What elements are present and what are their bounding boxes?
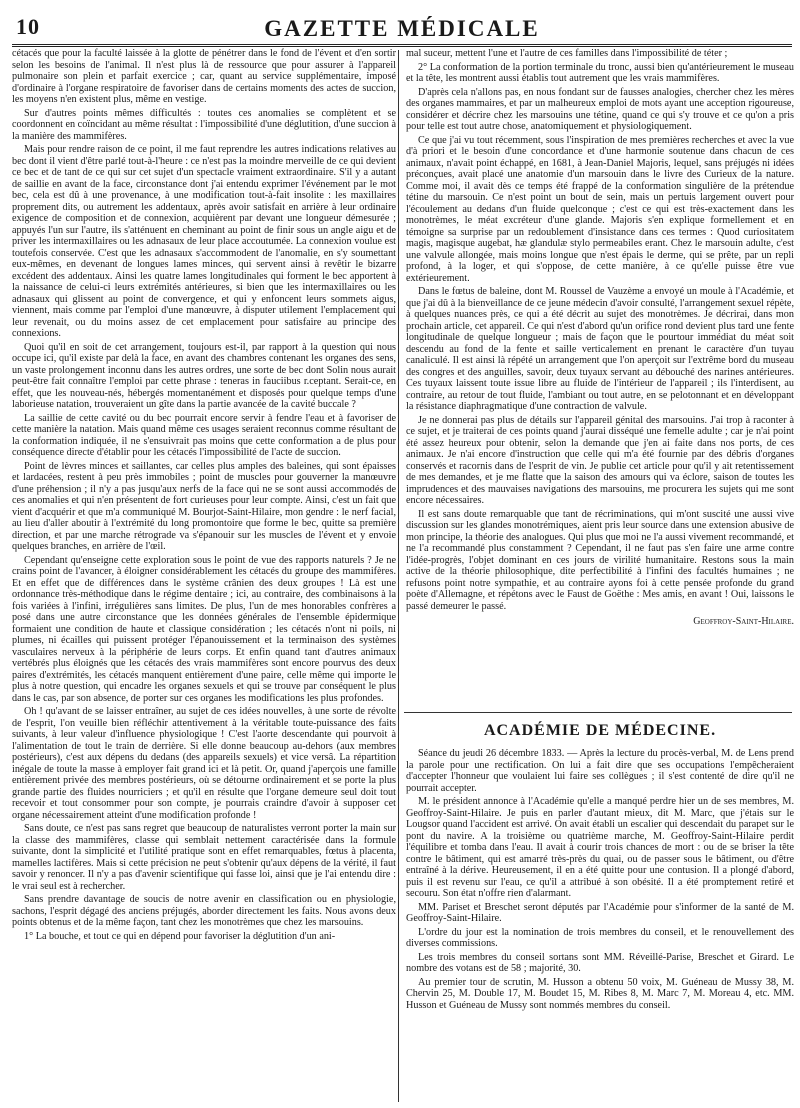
paragraph: Les trois membres du conseil sortans sont MM. Réveillé-Parise, Breschet et Girard. Le nombre des votans est de 58 ; majorité, 30. — [406, 951, 794, 974]
paragraph: Mais pour rendre raison de ce point, il me faut reprendre les autres indications relatives au bec dont il vient d'être parlé tout-à-l'heure : ce n'est pas la moindre merveille de ce qui devient ce bec et de tant de ce qui sur cet sujet d'un spectacle vraiment extraordinaire. S'il y a autant de saillie en avant de la face, circonstance dont j'ai entendu exprimer l'événement par le mot bec, cela est dû à une provenance, à une modification tout-à-fait insolite : les maxillaires proprement dits, ou autrement les addentaux, après avoir satisfait en arrière à leur ordinaire exigence de composition et de connexion, acquièrent par devant une longueur démesurée ; appuyés l'un sur l'autre, ils s'atténuent en cheminant au point de finir sous un angle aigu et de priver les intermaxillaires ou les adnasaux de leur place accoutumée. La connexion voulue est toutefois conservée. C'est que les adnasaux s'accommodent de l'anomalie, en s'y soumettant eux-mêmes, en devenant de longues lames minces, qui servent ainsi à revêtir le bizarre excédent des addentaux. Ainsi les quatre lames longitudinales qui forment le bec apportent à la naissance de celui-ci leurs extrémités antérieures, si bien que les intermaxillaires ou les adnasaux qui glissent au point de convergence, et qui y enfoncent leurs sommets aigus, viennent, mais comme par l'emploi d'une manœuvre, à disputer utilement l'emplacement qui leur revenait, ou du moins assez de cet emplacement pour satisfaire au principe des connexions. — [12, 144, 396, 339]
page-number: 10 — [16, 14, 40, 39]
left-column — [12, 48, 396, 944]
paragraph: Il est sans doute remarquable que tant de récriminations, qui m'ont suscité une aussi vive discussion sur les glandes monotrémiques, aient pris leur source dans une extension abusive de mon principe, la théorie des analogues. Qui plus que moi ne l'a aussi vivement recommandé, et ne l'a recommandé plus constamment ? Cependant, il ne faut pas s'en faire une arme contre l'idée-progrès, l'objet dominant en ces jours de virilité humanitaire. Restons sous la main active de la théorie philosophique, dite perfectibilité à l'infini des facultés humaines ; ne refusons point notre sympathie, et au contraire ayons foi à cette pensée profonde du grand poète d'Allemagne, et répétons avec le Faust de Goëthe : Mes amis, en avant ! Oui, laissons le passé demeurer le passé. — [406, 508, 794, 612]
column-divider — [398, 50, 399, 1102]
paragraph: cétacés que pour la faculté laissée à la glotte de pénétrer dans le fond de l'évent et d'en sortir selon les besoins de l'animal. Il n'est plus là de ressource que pour assurer à l'appareil pulmonaire son plein et parfait exercice ; car, quant au service supplémentaire, imposé d'ordinaire à l'organe respiratoire de favoriser dans de certains moments des actes de succion, les moyens n'en existent plus, même en vestige. — [12, 48, 396, 105]
paragraph: Cependant qu'enseigne cette exploration sous le point de vue des rapports naturels ? Je ne crains point de l'avancer, à éloigner considérablement les cétacés du groupe des mammifères. Et en effet que de différences dans le système crânien des deux groupes ! Là est une ordonnance très-méthodique dans le régime dentaire ; ici, au contraire, des combinaisons à la fois variées à l'infini, irrégulières sans limites. De plus, l'un de mes honorables confrères a posé dans une autre circonstance que les données générales de l'ensemble épidermique formaient une condition de haute et classique considération ; les cétacés n'ont ni poils, ni plumes, ni écailles qui puissent protéger l'épanouissement et la terminaison des systèmes vasculaires nerveux à la périphérie de leurs corps. Et enfin quand tant d'autres animaux vertébrés plus éloignés que les cétacés des vrais mammifères sont encore pourvus des deux paires d'extrémités, les cétacés manquent entièrement d'une paire, celle même qui importe le plus à notre question, qui encadre les organes sexuels et qui se trouve par conséquent le plus dans le cas, par son absence, de porter sur ces organes les modifications les plus profondes. — [12, 554, 396, 704]
paragraph: Dans le fœtus de baleine, dont M. Roussel de Vauzème a envoyé un moule à l'Académie, et que j'ai dû à la bienveillance de ce jeune médecin d'avoir consulté, l'arrangement sexuel répète, à quelques nuances près, ce qui a été décrit au sujet des monotrèmes. Je décrirai, dans mon prochain article, cet appareil. Ce qui n'est d'abord qu'un orifice rond devient plus tard une fente longitudinale de quelque longueur ; mais de façon que le pourtour immédiat du méat soit descendu au fond de la fente et saille verticalement en prenant le caractère d'un tuyau canaliculé. Il est ainsi là répété un arrangement que l'on aperçoit sur l'extrême bord du museau des congres et des anguilles, savoir, deux tuyaux servant au débouché des narines antérieures. Ces tuyaux laissent toute issue libre au fluide de l'intérieur de l'appareil ; ils l'interdisent, au contraire, au retour de tout fluide, l'ambiant ou tout autre, en se pelotonnant et en développant la résistance diaphragmatique d'une contraction de valvule. — [406, 286, 794, 412]
paragraph: Sans prendre davantage de soucis de notre avenir en classification ou en physiologie, sachons, l'esprit dégagé des anciens préjugés, aborder directement les faits. Nous avons deux points obtenus et de la même façon, tant chez les monotrèmes que chez les marsouins. — [12, 894, 396, 928]
paragraph: Sur d'autres points mêmes difficultés : toutes ces anomalies se complètent et se coordonnent en coïncidant au même résultat : l'impossibilité d'une déglutition, d'une succion à la manière des mammifères. — [12, 107, 396, 142]
paragraph: D'après cela n'allons pas, en nous fondant sur de fausses analogies, chercher chez les mères des organes mammaires, et par un malheureux emploi de mots ayant une acception rigoureuse, considérer et décrire chez les marsouins une tétine, quand ce qui s'y trouve et ce qu'on a pris pour telle est tout autre chose, anatomiquement et physiologiquement. — [406, 86, 794, 132]
newspaper-title: GAZETTE MÉDICALE — [264, 16, 540, 41]
paragraph: La saillie de cette cavité ou du bec pourrait encore servir à fendre l'eau et à favoriser de cette manière la natation. Mais quand même ces usages seraient reconnus comme résultant de la conformation indiquée, il ne s'ensuivrait pas moins que cette conformation a de plus pour conséquence directe d'établir pour les cétacés l'impossibilité de l'acte de succion. — [12, 412, 396, 458]
paragraph: MM. Pariset et Breschet seront députés par l'Académie pour s'informer de la santé de M. Geoffroy-Saint-Hilaire. — [406, 901, 794, 924]
paragraph: Séance du jeudi 26 décembre 1833. — Après la lecture du procès-verbal, M. de Lens prend la parole pour une rectification. On lui a fait dire que ses occupations l'empêcheraient d'accepter l'honneur que voulaient lui faire ses collègues ; il s'est contenté de dire qu'il ne pourrait accepter. — [406, 748, 794, 794]
paragraph: Ce que j'ai vu tout récemment, sous l'inspiration de mes premières recherches et avec la vue d'à priori et le besoin d'une concordance et d'une harmonie soutenue dans chacun de ces animaux, n'avait point échappé, en 1681, à Jean-Daniel Majoris, lequel, sans préjugés ni idées préconçues, avait placé une anatomie d'un marsouin dans le livre des Curieux de la nature. Comme moi, il avait dès ce temps été frappé de la conformation singulière de la prétendue tétine du marsouin. Ce n'est point un bout de sein, mais un pertuis largement ouvert pour l'écoulement au dedans d'un fluide quelconque ; c'est ce qui est très-exactement dans les monotrèmes, le méat excréteur d'une glande. Majoris s'en explique formellement et en témoigne sa surprise par un redoublement d'insistance dans ces termes : Quod curiositatem magis, magisque augebat, hæ glandulæ stylo permeabiles erant. Chez le marsouin adulte, c'est une valvule allongée, mais moins longue que n'est épais le derme, qui se prête, par un repli profond, à la loger, et qui s'oppose, de cette manière, à ce qu'elle puisse être vue extérieurement. — [406, 134, 794, 284]
academie-section — [406, 748, 794, 1013]
paragraph: mal suceur, mettent l'une et l'autre de ces familles dans l'impossibilité de téter ; — [406, 48, 728, 59]
paragraph: Oh ! qu'avant de se laisser entraîner, au sujet de ces idées nouvelles, à une sorte de révolte de l'esprit, l'on veuille bien réfléchir attentivement à la véritable toute-puissance des faits suivants, à leur valeur d'influence physiologique ! C'est l'aorte descendante qui pourvoit à l'alimentation de tout le train de derrière. Si elle donne beaucoup au-dehors (aux membres postérieurs), c'est aux dépens du dedans (des appareils sexuels) et vice versâ. La répartition inégale de toute la masse à employer fait grand ici et là petit. Or, quand j'aperçois une famille entièrement privée des membres postérieurs, où se détourne ordinairement et se porte la plus grande partie des fluides nourriciers ; et qu'il en résulte que l'organe demeure seul doit tout recevoir et tout consommer pour son compte, je pourrais craindre d'avoir à supposer cet organe nécessairement atteint d'une modification profonde ! — [12, 706, 396, 821]
paragraph: L'ordre du jour est la nomination de trois membres du conseil, et le renouvellement des diverses commissions. — [406, 926, 794, 949]
paragraph: Quoi qu'il en soit de cet arrangement, toujours est-il, par rapport à la question qui nous occupe ici, qu'il existe par delà la face, en avant des chambres contenant les organes des sens, un vaste prolongement inconnu dans les autres ordres, une sorte de bec dont Solin nous aurait peut-être fait connaître l'emploi par cette phrase : teneras in fauciibus r.ceptant. Serait-ce, en effet, que les nouveau-nés, hébergés momentanément et disposés pour quelque temps d'une laborieuse natation, trouveraient un gîte dans la partie avancée de la cavité buccale ? — [12, 341, 396, 410]
section-rule — [404, 712, 792, 713]
paragraph: Au premier tour de scrutin, M. Husson a obtenu 50 voix, M. Guéneau de Mussy 38, M. Chervin 25, M. Double 17, M. Boudet 15, M. Ribes 8, M. Marc 7, M. Moreau 4, etc. MM. Husson et Guéneau de Mussy sont nommés membres du conseil. — [406, 976, 794, 1011]
section-title: ACADÉMIE DE MÉDECINE. — [483, 722, 717, 739]
author-signature: Geoffroy-Saint-Hilaire. — [693, 616, 794, 627]
paragraph: Je ne donnerai pas plus de détails sur l'appareil génital des marsouins. J'ai trop à raconter à ce sujet, et je traiterai de ces points quand j'aurai disséqué une femelle adulte ; car je n'ai point été assez heureux pour obtenir, selon la demande que j'en ai faite dans nos ports, de ces animaux. Je n'ai encore d'instruction que celle qui m'a été fournie par des débris d'organes conservés et racornis dans de l'esprit de vin. Je publie cet article pour qu'il y ait retentissement de mes demandes, et je me flatte que la saison des amours qui va éclore, saison de toutes les imprudences et des mauvaises navigations des marsouins, me procurera les sujets qui me sont encore nécessaires. — [406, 414, 794, 506]
paragraph: Point de lèvres minces et saillantes, car celles plus amples des baleines, qui sont épaisses et lardacées, restent à peu près immobiles ; point de muscles pour gouverner la manœuvre d'une préhension ; il n'y a pas jusqu'aux nerfs de la face qui ne se sont aussi accommodés de ces anomalies et qui n'en présentent de fort curieuses pour leur compte. Ainsi, c'est un fait que vient d'acquérir et que m'a communiqué M. Bourjot-Saint-Hilaire, mon gendre : le nerf facial, au lieu d'aller aboutir à l'extrémité du long promontoire que forme le bec, quitte sa première direction, et par une marche rétrograde va s'épanouir sur les muscles de l'évent et y envoie quelques branches, en arrière de l'œil. — [12, 460, 396, 552]
paragraph: M. le président annonce à l'Académie qu'elle a manqué perdre hier un de ses membres, M. Geoffroy-Saint-Hilaire. Je puis en parler d'autant mieux, dit M. Marc, que j'étais sur le Lougsor quand l'accident est arrivé. On avait établi un escalier qui descendait du parapet sur le pont du navire. A la troisième ou quatrième marche, M. Geoffroy-Saint-Hilaire perdit l'équilibre et tomba dans l'eau. Il avait à courir trois chances de mort : ou de se briser la tête contre le bâtiment, qui est amarré très-près du quai, ou de passer sous le bâtiment, ou d'être entraîné à la dérive. Heureusement, il en a été quitte pour une contusion. Il a plongé d'abord, puis il est revenu sur l'eau, ce qu'il a attribué à son obésité. Il a été promptement retiré et secouru. Son état n'offre rien d'alarmant. — [406, 796, 794, 899]
paragraph: 2° La conformation de la portion terminale du tronc, aussi bien qu'antérieurement le museau et la tête, les montrent aussi établis tout autrement que les vrais mammifères. — [406, 61, 794, 84]
paragraph: Sans doute, ce n'est pas sans regret que beaucoup de naturalistes verront porter la main sur la classe des mammifères, classe qui semblait nettement caractérisée dans la formule suivante, dont la simplicité et l'utilité pratique sont en effet remarquables, fœtus à placenta, mamelles lactifères. Mais si cette précision ne peut s'obtenir qu'aux dépens de la vérité, il faut savoir y renoncer. Il n'y a pas d'avenir scientifique qui fasse loi, ainsi que je l'ai entendu dire : le vrai seul est à rechercher. — [12, 823, 396, 892]
right-column — [406, 48, 794, 628]
paragraph: 1° La bouche, et tout ce qui en dépend pour favoriser la déglutition d'un ani- — [24, 930, 336, 942]
page-header — [10, 10, 794, 40]
header-rule — [12, 44, 792, 47]
